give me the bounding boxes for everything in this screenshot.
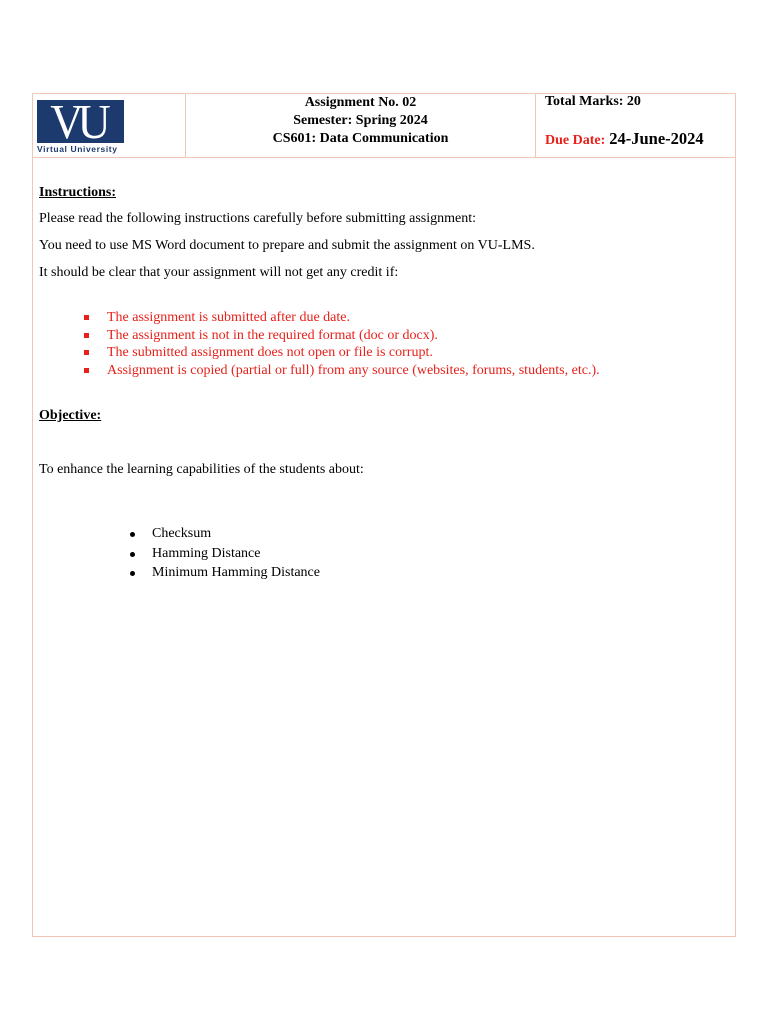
course-title: CS601: Data Communication: [272, 131, 449, 146]
assignment-info-cell: [186, 93, 536, 157]
due-date-label: Due Date:: [545, 133, 606, 148]
instruction-line: Please read the following instructions carefully before submitting assignment:: [39, 211, 477, 226]
instruction-line: It should be clear that your assignment will not get any credit if:: [39, 265, 399, 280]
due-date: [545, 129, 704, 149]
instruction-line: You need to use MS Word document to prepare and submit the assignment on VU-LMS.: [39, 238, 535, 253]
total-marks: Total Marks: 20: [545, 94, 641, 109]
objective-intro: To enhance the learning capabilities of the students about:: [39, 462, 364, 477]
logo-cell: [32, 93, 186, 157]
list-item: The submitted assignment does not open or file is corrupt.: [78, 344, 600, 362]
header-table: [32, 93, 736, 158]
list-item: Hamming Distance: [126, 544, 320, 564]
list-item: The assignment is not in the required format (doc or docx).: [78, 327, 600, 345]
list-item: The assignment is submitted after due date.: [78, 309, 600, 327]
topics-list: [126, 524, 320, 583]
list-item: Minimum Hamming Distance: [126, 563, 320, 583]
logo-mark: VU: [37, 100, 124, 143]
instructions-heading: Instructions:: [39, 185, 117, 200]
logo-text: Virtual University: [37, 144, 118, 154]
assignment-number: Assignment No. 02: [304, 95, 417, 110]
due-date-value: 24-June-2024: [609, 129, 704, 148]
marks-due-cell: [536, 93, 736, 157]
objective-heading: Objective:: [39, 408, 102, 423]
list-item: Assignment is copied (partial or full) from any source (websites, forums, students, etc.).: [78, 362, 600, 380]
list-item: Checksum: [126, 524, 320, 544]
semester: Semester: Spring 2024: [293, 113, 428, 128]
no-credit-conditions-list: [78, 309, 600, 379]
university-logo: [37, 100, 124, 154]
